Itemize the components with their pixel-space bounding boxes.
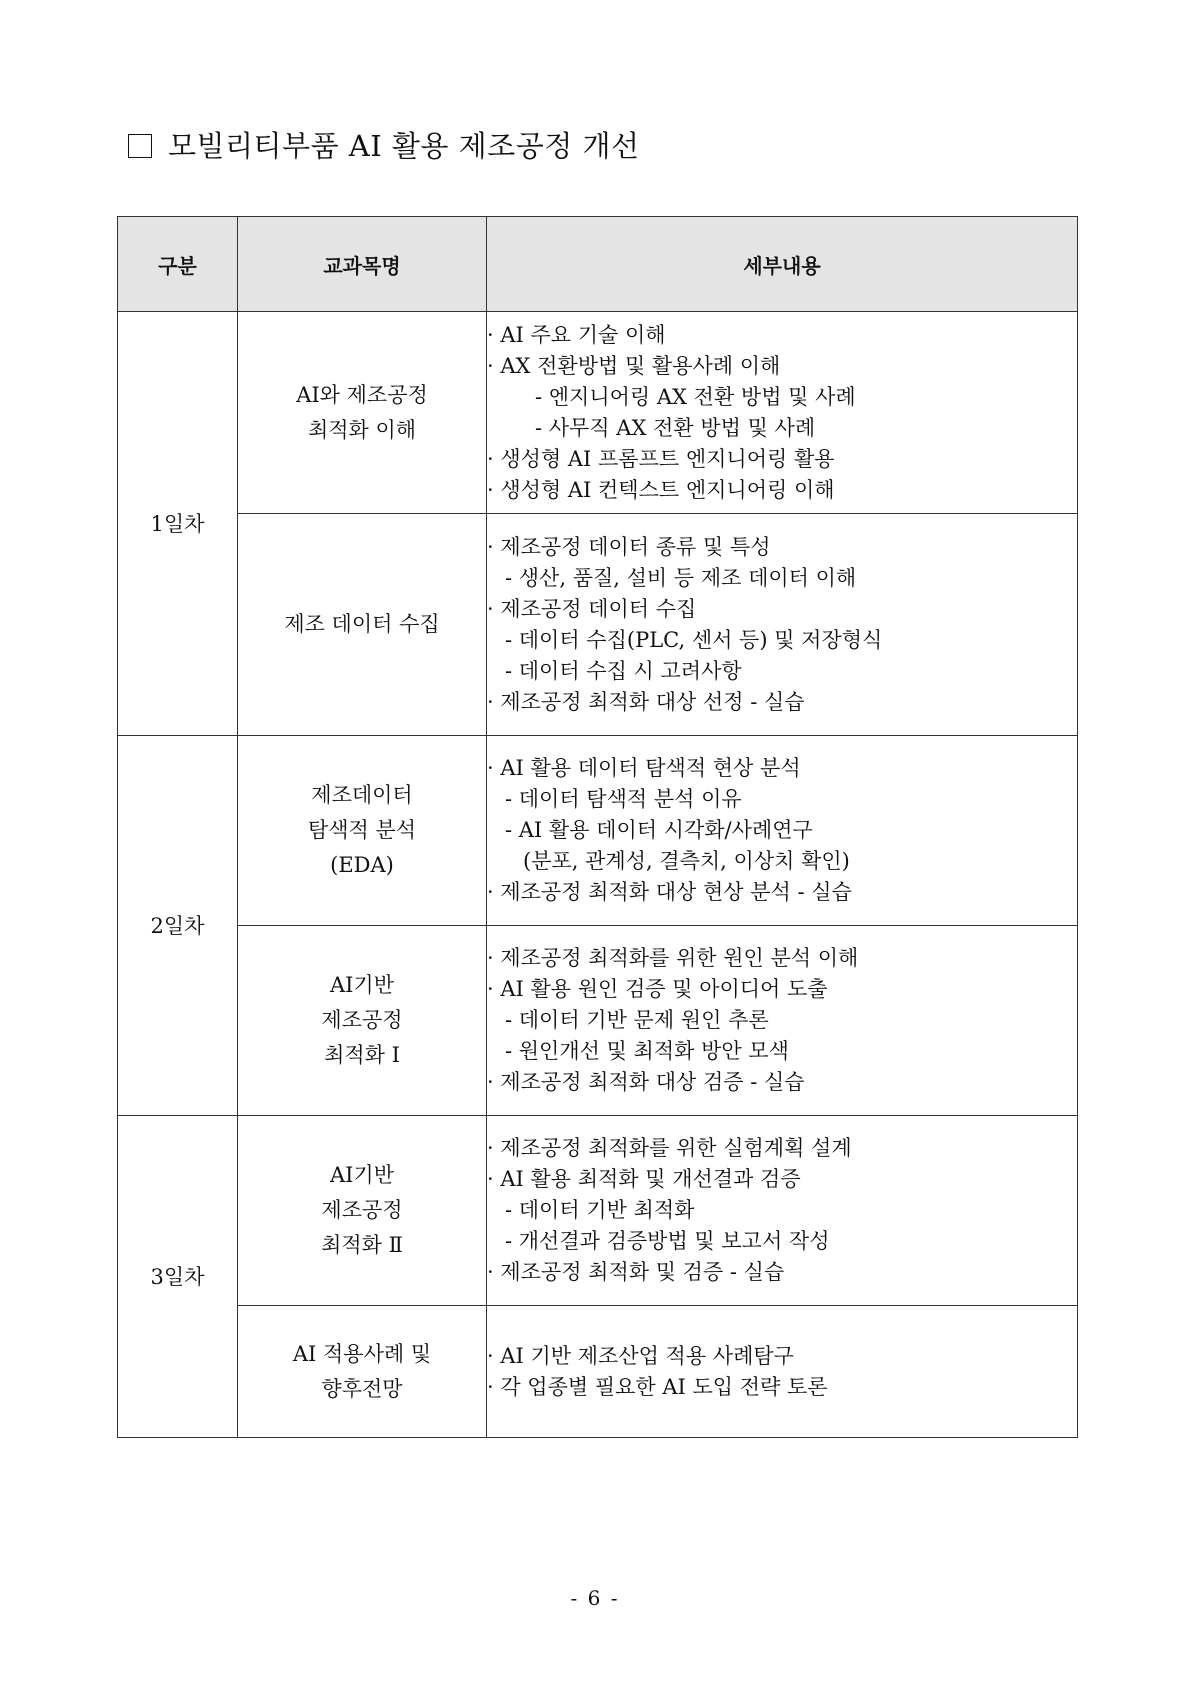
header-details: 세부내용 (487, 217, 1078, 312)
detail-item: · 각 업종별 필요한 AI 도입 전략 토론 (487, 1374, 828, 1399)
page-title (128, 124, 639, 168)
page-number: - 6 - (570, 1586, 620, 1610)
subject-name-line: 제조 데이터 수집 (284, 612, 440, 636)
subject-cell (238, 736, 487, 926)
subject-name-line: 제조공정 (321, 1198, 403, 1222)
subject-name-line: AI 적용사례 및 (292, 1341, 432, 1366)
subject-cell (238, 1306, 487, 1438)
subject-name-line: 최적화 Ⅰ (324, 1043, 400, 1067)
subject-name-line: 향후전망 (321, 1376, 403, 1401)
subject-name-line: AI와 제조공정 (296, 382, 428, 407)
detail-item: · 제조공정 데이터 종류 및 특성 (487, 534, 771, 559)
detail-item: - 사무직 AX 전환 방법 및 사례 (535, 415, 816, 440)
detail-item: · 제조공정 최적화 대상 선정 - 실습 (487, 689, 805, 714)
detail-item: · AI 활용 데이터 탐색적 현상 분석 (487, 756, 801, 780)
day-cell: 1일차 (118, 312, 238, 736)
detail-item: - AI 활용 데이터 시각화/사례연구 (505, 818, 813, 842)
detail-item: - 엔지니어링 AX 전환 방법 및 사례 (535, 384, 856, 409)
subject-name-line: 최적화 이해 (307, 417, 417, 442)
curriculum-table (117, 216, 1078, 1438)
detail-item: - 개선결과 검증방법 및 보고서 작성 (505, 1229, 830, 1253)
table-body (118, 312, 1078, 1438)
subject-name-line: AI기반 (329, 1163, 395, 1187)
subject-name-line: 제조데이터 (311, 783, 413, 807)
details-cell (487, 1306, 1078, 1438)
table-row (118, 312, 1078, 514)
detail-item: - 데이터 탐색적 분석 이유 (505, 787, 742, 811)
detail-item: - 생산, 품질, 설비 등 제조 데이터 이해 (505, 565, 857, 590)
subject-name-line: 탐색적 분석 (307, 818, 417, 842)
day-cell: 3일차 (118, 1116, 238, 1438)
detail-item: · AX 전환방법 및 활용사례 이해 (487, 353, 781, 378)
detail-item: - 데이터 수집(PLC, 센서 등) 및 저장형식 (505, 627, 883, 652)
details-cell (487, 1116, 1078, 1306)
table-row (118, 736, 1078, 926)
detail-item: · AI 활용 최적화 및 개선결과 검증 (487, 1167, 801, 1191)
subject-cell (238, 514, 487, 736)
header-category: 구분 (118, 217, 238, 312)
detail-item: · AI 활용 원인 검증 및 아이디어 도출 (487, 977, 828, 1001)
detail-item: · 생성형 AI 컨텍스트 엔지니어링 이해 (487, 477, 835, 502)
details-cell (487, 514, 1078, 736)
detail-item: · 제조공정 최적화 대상 검증 - 실습 (487, 1070, 805, 1094)
page-title-text: 모빌리티부품 AI 활용 제조공정 개선 (168, 129, 640, 163)
detail-item: - 데이터 수집 시 고려사항 (505, 658, 742, 683)
subject-name-line: AI기반 (329, 973, 395, 997)
subject-cell (238, 1116, 487, 1306)
subject-name-line: 최적화 Ⅱ (321, 1233, 403, 1257)
detail-item: · 제조공정 최적화 대상 현상 분석 - 실습 (487, 880, 852, 904)
table-header-row (118, 217, 1078, 312)
details-cell (487, 926, 1078, 1116)
detail-item: · 생성형 AI 프롬프트 엔지니어링 활용 (487, 446, 835, 471)
detail-item: - 데이터 기반 최적화 (505, 1198, 695, 1222)
detail-item: - 원인개선 및 최적화 방안 모색 (505, 1039, 789, 1063)
details-cell (487, 736, 1078, 926)
checkbox-square-icon (128, 134, 152, 158)
subject-cell (238, 926, 487, 1116)
detail-item: · AI 주요 기술 이해 (487, 322, 666, 347)
subject-cell (238, 312, 487, 514)
detail-item: - 데이터 기반 문제 원인 추론 (505, 1008, 769, 1032)
detail-item: (분포, 관계성, 결측치, 이상치 확인) (523, 849, 850, 873)
table-row (118, 926, 1078, 1116)
table-row (118, 1116, 1078, 1306)
subject-name-line: (EDA) (330, 853, 394, 877)
table-row (118, 1306, 1078, 1438)
detail-item: · 제조공정 최적화를 위한 원인 분석 이해 (487, 946, 859, 970)
table-row (118, 514, 1078, 736)
header-subject: 교과목명 (238, 217, 487, 312)
subject-name-line: 제조공정 (321, 1008, 403, 1032)
detail-item: · 제조공정 최적화 및 검증 - 실습 (487, 1260, 785, 1284)
detail-item: · 제조공정 최적화를 위한 실험계획 설계 (487, 1136, 852, 1160)
detail-item: · AI 기반 제조산업 적용 사례탐구 (487, 1343, 794, 1368)
day-cell: 2일차 (118, 736, 238, 1116)
details-cell (487, 312, 1078, 514)
detail-item: · 제조공정 데이터 수집 (487, 596, 697, 621)
